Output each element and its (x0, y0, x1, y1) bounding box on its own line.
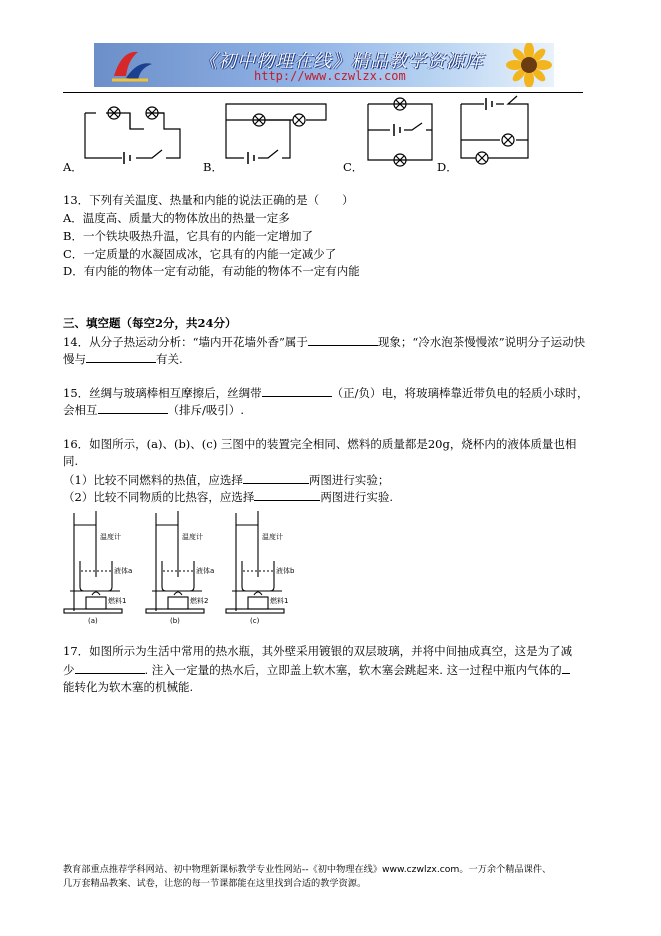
fuel-label-b: 燃料2 (190, 597, 209, 605)
q17-blank-1[interactable] (75, 661, 145, 674)
panel-tag-b: (b) (170, 617, 180, 625)
thermometer-label-b: 温度计 (182, 533, 203, 541)
q14-text-3: 慢与 (63, 352, 86, 366)
option-d-label: D． (437, 160, 458, 174)
q13-stem: 13．下列有关温度、热量和内能的说法正确的是（ ） (63, 193, 354, 207)
q15-text-1: 15．丝绸与玻璃棒相互摩擦后，丝绸带 (63, 386, 262, 400)
q17-text-1: 少 (63, 663, 75, 677)
q13-option-d: D．有内能的物体一定有动能，有动能的物体不一定有内能 (63, 264, 360, 278)
q14-text-1: 14．从分子热运动分析：“墙内开花墙外香”属于 (63, 335, 308, 349)
q16-line-3 (63, 471, 389, 489)
banner-url[interactable]: http://www.czwlzx.com (254, 69, 406, 83)
liquid-label-a: 液体a (114, 567, 133, 575)
q16-blank-1[interactable] (243, 471, 309, 484)
q15-text-4: （排斥/吸引）. (167, 403, 245, 417)
q14-line-1 (63, 333, 585, 351)
q16-line-2: 同. (63, 454, 79, 468)
q17-line-3: 能转化为软木塞的机械能. (63, 680, 194, 694)
q14-line-2 (63, 350, 183, 368)
banner-title: 《初中物理在线》精品教学资源库 (199, 51, 484, 72)
q14-blank-2[interactable] (86, 350, 156, 363)
q14-text-4: 有关. (156, 352, 183, 366)
circuit-a-diagram (85, 107, 180, 164)
q15-blank-2[interactable] (98, 401, 168, 414)
option-a-label: A． (63, 160, 83, 174)
q17-text-2: . 注入一定量的热水后，立即盖上软木塞，软木塞会跳起来. 这一过程中瓶内气体的 (144, 663, 562, 677)
q15-line-1 (63, 384, 589, 402)
q14-text-2: 现象；“冷水泡茶慢慢浓”说明分子运动快 (377, 335, 586, 349)
q13-option-b: B．一个铁块吸热升温，它具有的内能一定增加了 (63, 229, 313, 243)
circuit-d-diagram (461, 96, 528, 164)
option-c-label: C． (343, 160, 364, 174)
circuit-diagrams (0, 0, 661, 180)
q15-line-2 (63, 401, 244, 419)
q16-text-1: （1）比较不同燃料的热值，应选择 (63, 473, 243, 487)
q15-text-2: （正/负）电，将玻璃棒靠近带负电的轻质小球时， (331, 386, 589, 400)
thermometer-label-a: 温度计 (100, 533, 121, 541)
panel-tag-a: (a) (88, 617, 98, 625)
q16-text-3: （2）比较不同物质的比热容，应选择 (63, 490, 255, 504)
circuit-b-diagram (226, 104, 326, 164)
q17-line-2 (63, 661, 570, 679)
section-3-heading: 三、填空题（每空2分，共24分） (63, 316, 237, 330)
q17-line-1: 17．如图所示为生活中常用的热水瓶，其外壁采用镀银的双层玻璃，并将中间抽成真空，这是为了减 (63, 644, 573, 658)
q13-option-c: C．一定质量的水凝固成冰，它具有的内能一定减少了 (63, 247, 337, 261)
footer-line-1: 教育部重点推荐学科网站、初中物理新课标教学专业性网站--《初中物理在线》www.czwlzx.com。一万余个精品课件、 (63, 864, 552, 875)
liquid-label-c: 液体b (276, 567, 295, 575)
thermometer-label-c: 温度计 (262, 533, 283, 541)
q16-line-4 (63, 488, 393, 506)
q16-text-2: 两图进行实验； (308, 473, 390, 487)
q17-blank-2[interactable] (562, 661, 570, 674)
q14-blank-1[interactable] (308, 333, 378, 346)
q15-blank-1[interactable] (262, 384, 332, 397)
q15-text-3: 会相互 (63, 403, 98, 417)
fuel-label-c: 燃料1 (270, 597, 289, 605)
q16-figure (60, 505, 300, 625)
q13-option-a: A．温度高、质量大的物体放出的热量一定多 (63, 211, 290, 225)
q16-line-1: 16．如图所示，(a)、(b)、(c) 三图中的装置完全相同、燃料的质量都是20g，烧杯内的液体质量也相 (63, 437, 577, 451)
q16-blank-2[interactable] (254, 488, 320, 501)
circuit-c-diagram (368, 98, 432, 166)
q16-text-4: 两图进行实验. (320, 490, 393, 504)
footer-line-2: 几万套精品教案、试卷，让您的每一节课都能在这里找到合适的教学资源。 (63, 878, 367, 889)
panel-tag-c: (c) (250, 617, 260, 625)
fuel-label-a: 燃料1 (108, 597, 127, 605)
liquid-label-b: 液体a (196, 567, 215, 575)
option-b-label: B． (203, 160, 223, 174)
